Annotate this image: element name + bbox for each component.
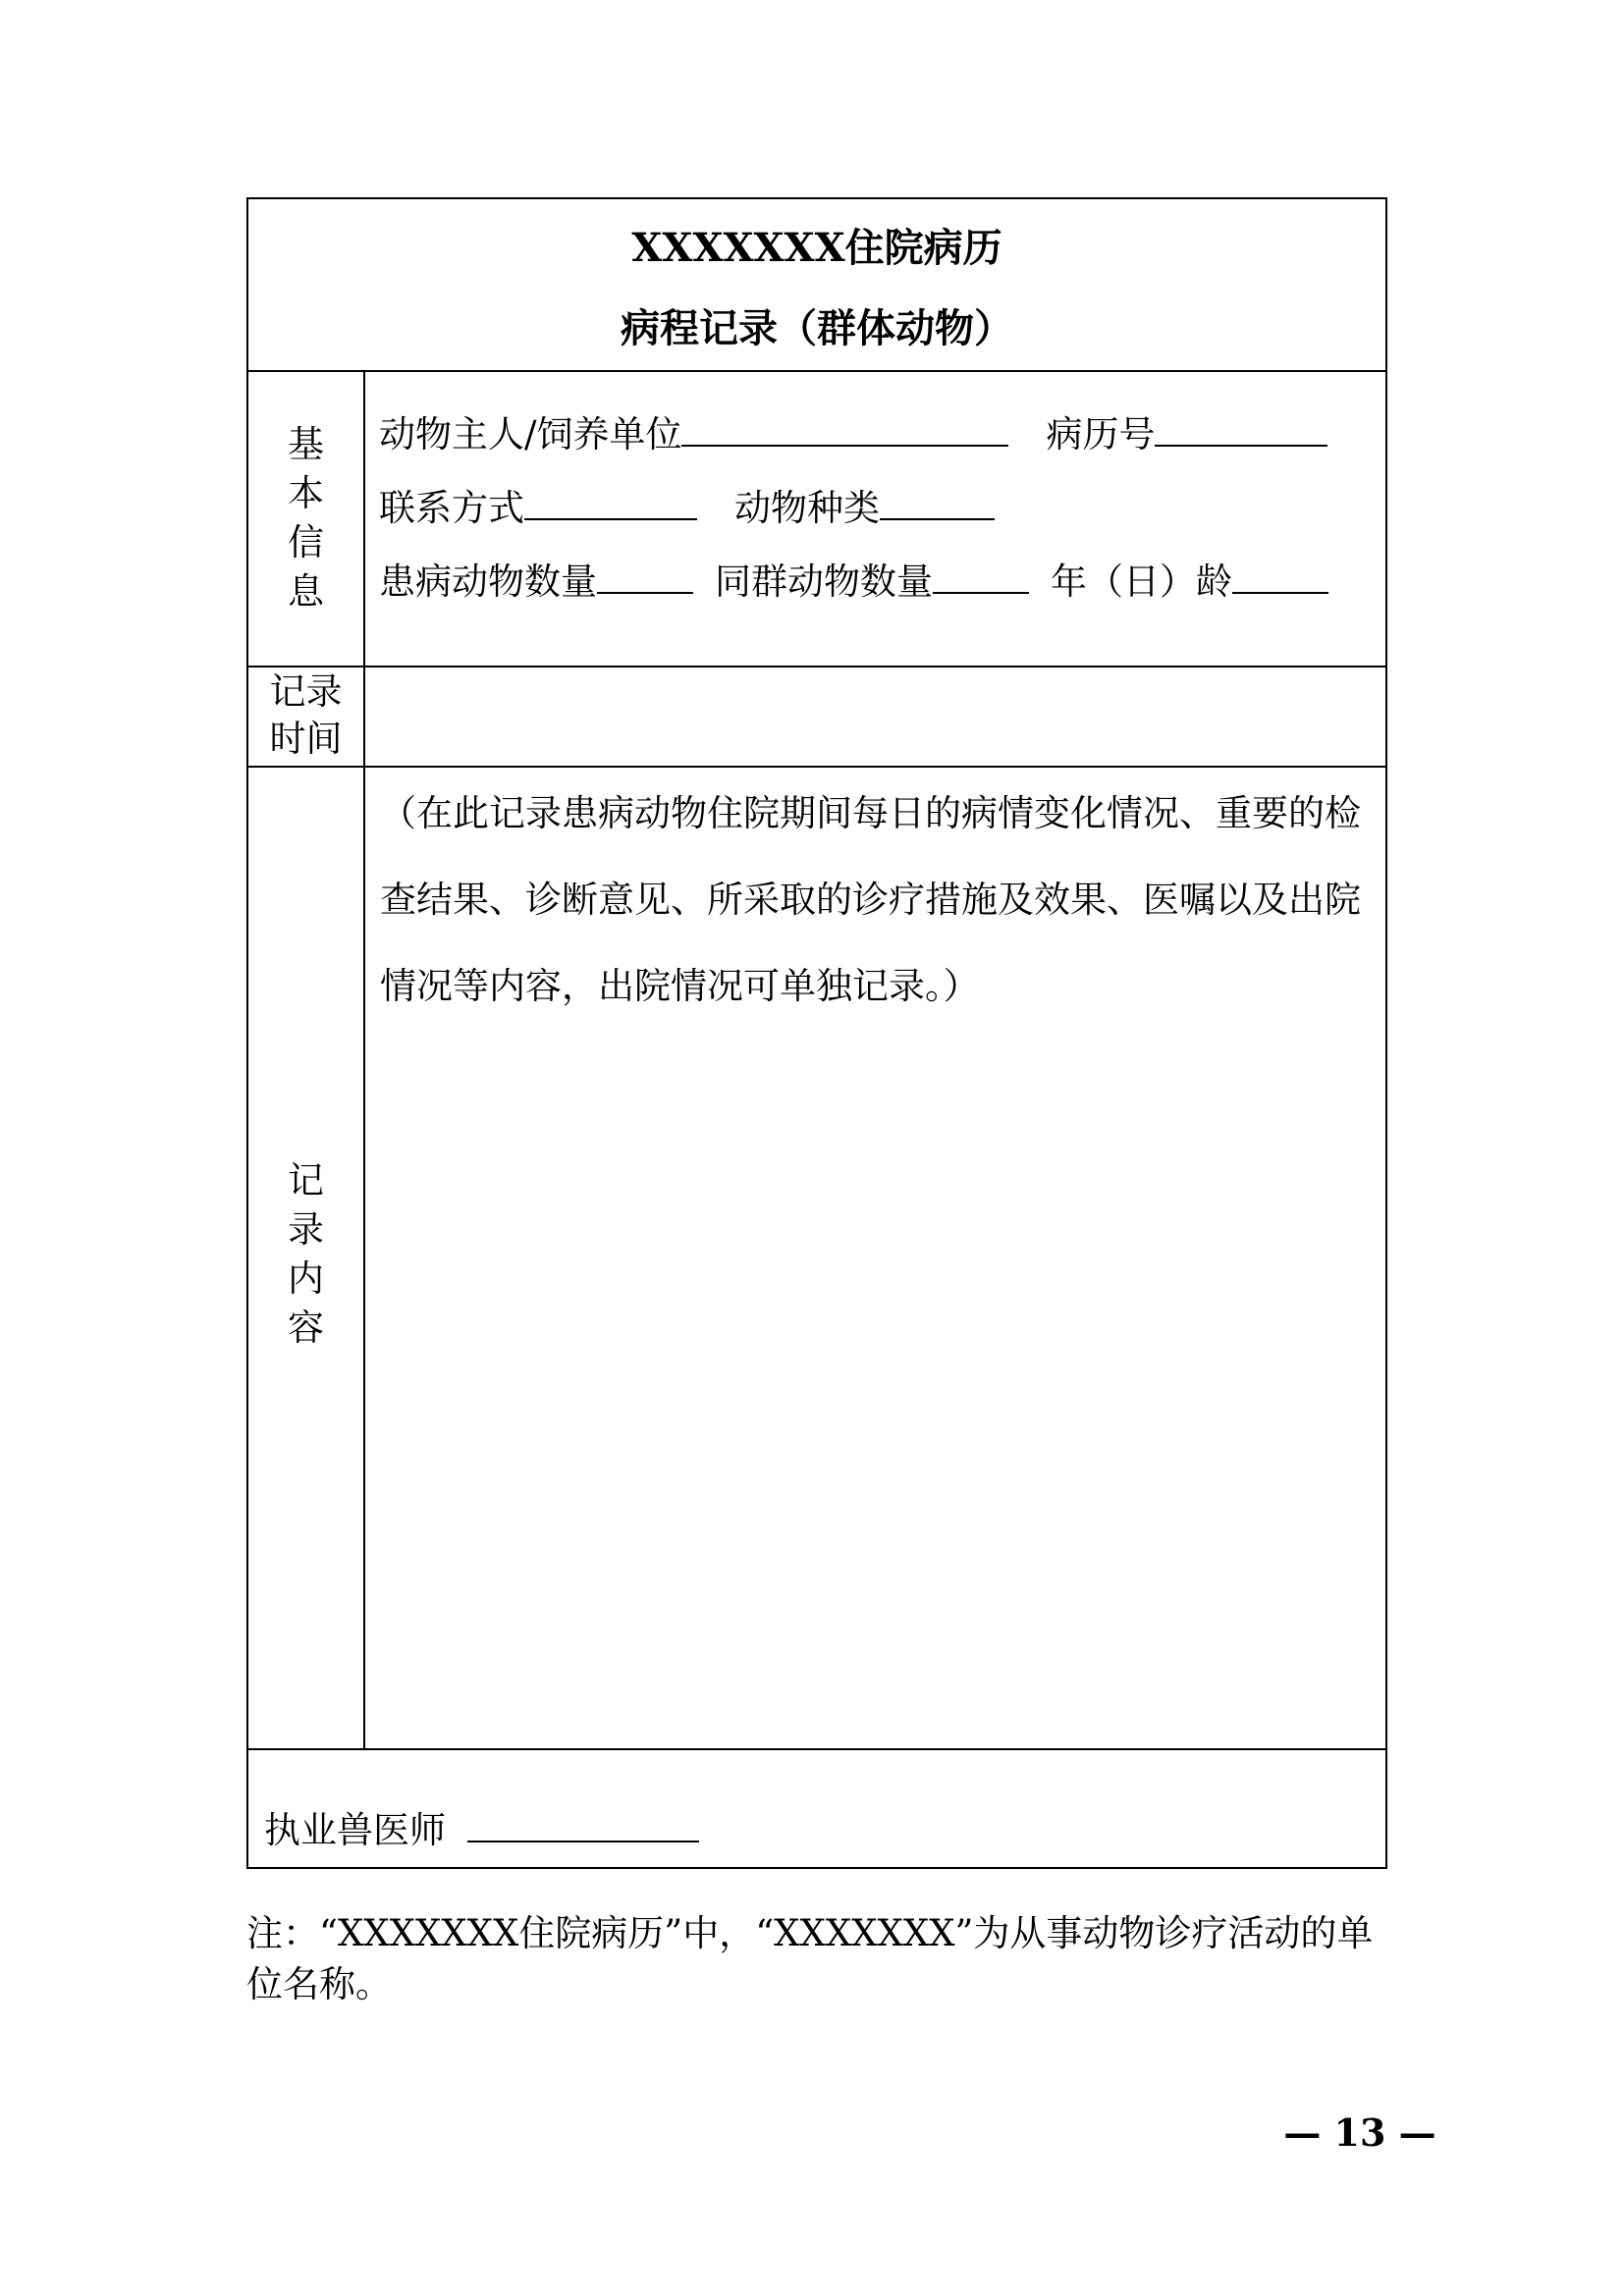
species-field[interactable] xyxy=(880,483,995,520)
contact-field[interactable] xyxy=(524,483,697,520)
basic-info-label: 基 本 信 息 xyxy=(288,423,324,613)
record-content-hint[interactable]: （在此记录患病动物住院期间每日的病情变化情况、重要的检查结果、诊断意见、所采取的诊疗措施及效果、医嘱以及出院情况等内容，出院情况可单独记录。） xyxy=(380,792,1361,1007)
divider-record-time xyxy=(248,766,1385,768)
divider-header xyxy=(248,370,1385,372)
age-field[interactable] xyxy=(1232,557,1328,594)
basic-info-line-2 xyxy=(379,483,995,532)
footnote: 注：“XXXXXXX住院病历”中，“XXXXXXX”为从事动物诊疗活动的单位名称。 xyxy=(246,1912,1374,2005)
label-column-divider xyxy=(363,371,365,1748)
record-content-label: 记 录 内 容 xyxy=(288,1159,324,1349)
divider-record-content xyxy=(248,1748,1385,1750)
sick-count-label: 患病动物数量 xyxy=(379,561,597,603)
contact-label: 联系方式 xyxy=(379,487,524,529)
age-label: 年（日）龄 xyxy=(1051,561,1232,603)
signature-line xyxy=(264,1805,699,1854)
page-number: — 13 — xyxy=(1283,2110,1436,2155)
form-title: XXXXXXX住院病历 xyxy=(631,225,1002,271)
veterinarian-label: 执业兽医师 xyxy=(264,1809,446,1851)
herd-count-field[interactable] xyxy=(933,557,1029,594)
owner-label: 动物主人/饲养单位 xyxy=(379,413,682,455)
species-label: 动物种类 xyxy=(734,487,880,529)
record-time-field[interactable] xyxy=(365,667,1385,766)
veterinarian-signature-field[interactable] xyxy=(467,1805,699,1842)
herd-count-label: 同群动物数量 xyxy=(715,561,933,603)
basic-info-line-1 xyxy=(379,409,1327,458)
sick-count-field[interactable] xyxy=(597,557,693,594)
owner-field[interactable] xyxy=(681,409,1008,447)
record-no-field[interactable] xyxy=(1155,409,1327,447)
record-no-label: 病历号 xyxy=(1046,413,1156,455)
medical-record-form xyxy=(246,197,1387,1869)
basic-info-line-3 xyxy=(379,557,1328,606)
record-time-label: 记录 时间 xyxy=(269,670,343,760)
form-subtitle: 病程记录（群体动物） xyxy=(621,305,1013,351)
